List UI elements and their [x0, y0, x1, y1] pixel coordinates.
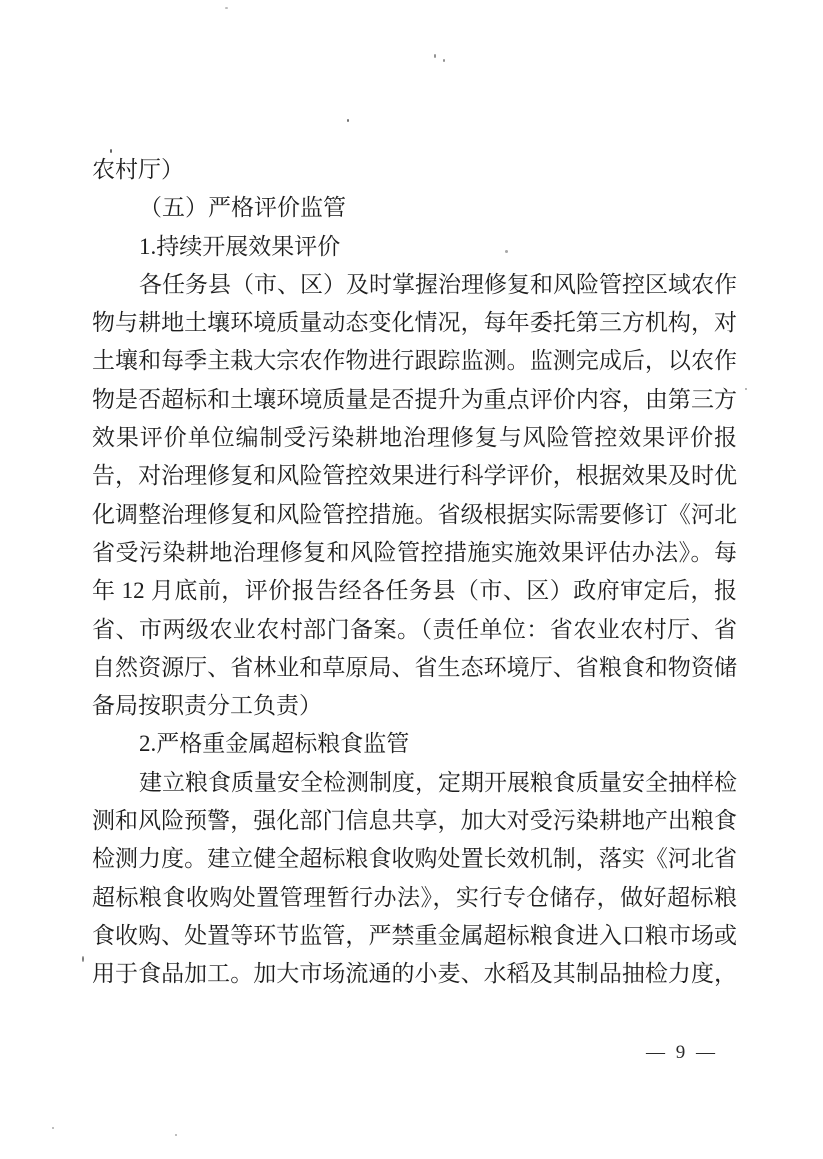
document-line: 效果评价单位编制受污染耕地治理修复与风险管控效果评价报 — [92, 425, 737, 451]
document-line: 检测力度。建立健全超标粮食收购处置长效机制，落实《河北省 — [92, 846, 737, 872]
page-number: — 9 — — [646, 1042, 718, 1063]
document-line: 自然资源厅、省林业和草原局、省生态环境厅、省粮食和物资储 — [92, 654, 737, 680]
document-line: 土壤和每季主栽大宗农作物进行跟踪监测。监测完成后，以农作 — [92, 348, 737, 374]
document-line-continuation: 农村厅） — [92, 157, 184, 182]
document-line: 省、市两级农业农村部门备案。（责任单位：省农业农村厅、省 — [92, 616, 737, 642]
scan-speck — [175, 1134, 177, 1136]
scan-speck — [225, 7, 228, 9]
scan-speck — [82, 956, 84, 962]
document-line: 省受污染耕地治理修复和风险管控措施实施效果评估办法》。每 — [92, 539, 737, 565]
scan-speck — [745, 388, 747, 390]
scan-speck — [52, 1127, 54, 1129]
document-line: 年 12 月底前，评价报告经各任务县（市、区）政府审定后，报 — [92, 578, 737, 604]
document-line: 超标粮食收购处置管理暂行办法》，实行专仓储存，做好超标粮 — [92, 884, 737, 910]
document-line: 告，对治理修复和风险管控效果进行科学评价，根据效果及时优 — [92, 463, 737, 489]
scan-speck — [347, 119, 349, 122]
subsection-heading-2: 2.严格重金属超标粮食监管 — [139, 731, 410, 757]
scan-speck — [110, 149, 112, 153]
document-line: 备局按职责分工负责） — [92, 693, 322, 719]
document-body — [92, 151, 737, 994]
document-line: 测和风险预警，强化部门信息共享，加大对受污染耕地产出粮食 — [92, 808, 737, 834]
document-line: 用于食品加工。加大市场流通的小麦、水稻及其制品抽检力度， — [92, 961, 737, 987]
section-heading-5: （五）严格评价监管 — [139, 195, 346, 221]
document-line: 物与耕地土壤环境质量动态变化情况，每年委托第三方机构，对 — [92, 310, 737, 336]
document-line: 食收购、处置等环节监管，严禁重金属超标粮食进入口粮市场或 — [92, 922, 737, 948]
scan-speck — [505, 250, 508, 253]
scan-speck — [443, 59, 445, 62]
subsection-heading-1: 1.持续开展效果评价 — [139, 233, 341, 259]
document-line: 各任务县（市、区）及时掌握治理修复和风险管控区域农作 — [139, 271, 737, 297]
document-line: 化调整治理修复和风险管控措施。省级根据实际需要修订《河北 — [92, 501, 737, 527]
document-line: 建立粮食质量安全检测制度，定期开展粮食质量安全抽样检 — [139, 769, 737, 795]
scan-speck — [434, 54, 436, 58]
document-line: 物是否超标和土壤环境质量是否提升为重点评价内容，由第三方 — [92, 386, 737, 412]
